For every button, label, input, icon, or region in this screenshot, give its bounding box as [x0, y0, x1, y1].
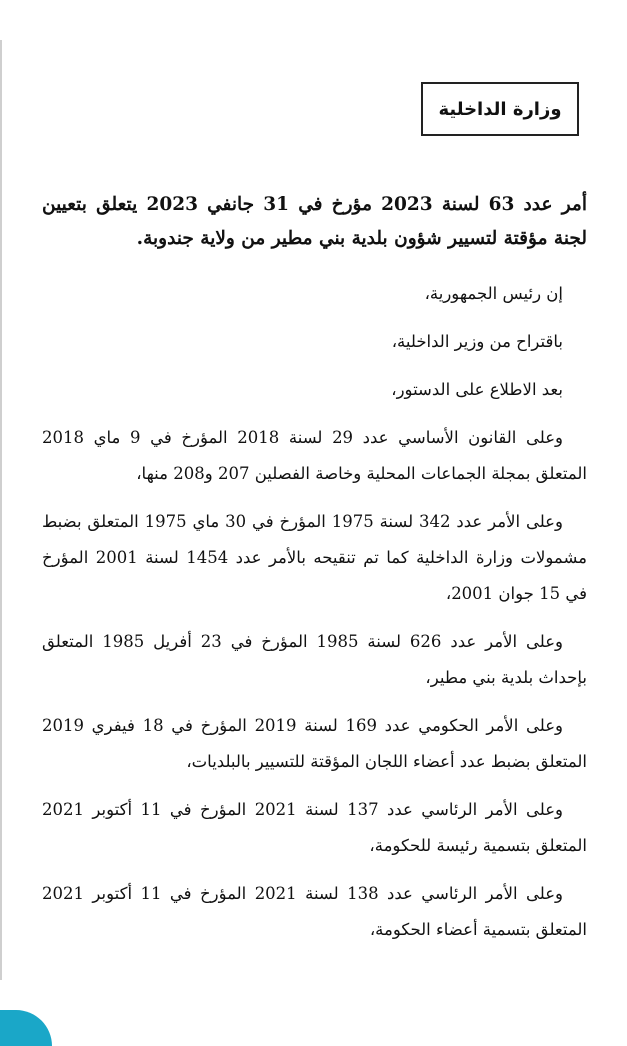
corner-accent-shape — [0, 1010, 52, 1046]
document-body — [42, 188, 587, 948]
preamble-president: إن رئيس الجمهورية، — [424, 284, 563, 303]
preamble-decree-2019: وعلى الأمر الحكومي عدد 169 لسنة 2019 المؤرخ في 18 فيفري 2019 المتعلق بضبط عدد أعضاء اللجان المؤقتة للتسيير بالبلديات، — [42, 716, 587, 771]
preamble-law-2018: وعلى القانون الأساسي عدد 29 لسنة 2018 المؤرخ في 9 ماي 2018 المتعلق بمجلة الجماعات المحلية وخاصة الفصلين 207 و208 منها، — [42, 428, 587, 483]
preamble-decree-2021-138: وعلى الأمر الرئاسي عدد 138 لسنة 2021 المؤرخ في 11 أكتوبر 2021 المتعلق بتسمية أعضاء الحكومة، — [42, 884, 587, 939]
decree-title: أمر عدد 63 لسنة 2023 مؤرخ في 31 جانفي 2023 يتعلق بتعيين لجنة مؤقتة لتسيير شؤون بلدية بني مطير من ولاية جندوبة. — [42, 194, 587, 249]
preamble-constitution: بعد الاطلاع على الدستور، — [391, 380, 563, 399]
preamble-decree-1975: وعلى الأمر عدد 342 لسنة 1975 المؤرخ في 30 ماي 1975 المتعلق بضبط مشمولات وزارة الداخلية كما تم تنقيحه بالأمر عدد 1454 لسنة 2001 المؤرخ في 15 جوان 2001، — [42, 512, 588, 603]
preamble-decree-1985: وعلى الأمر عدد 626 لسنة 1985 المؤرخ في 23 أفريل 1985 المتعلق بإحداث بلدية بني مطير، — [42, 632, 587, 687]
ministry-title: وزارة الداخلية — [438, 98, 562, 120]
page-left-edge — [0, 40, 2, 980]
ministry-header-box — [421, 82, 579, 136]
preamble-proposal: باقتراح من وزير الداخلية، — [391, 332, 563, 351]
preamble-decree-2021-137: وعلى الأمر الرئاسي عدد 137 لسنة 2021 المؤرخ في 11 أكتوبر 2021 المتعلق بتسمية رئيسة للحكومة، — [42, 800, 587, 855]
